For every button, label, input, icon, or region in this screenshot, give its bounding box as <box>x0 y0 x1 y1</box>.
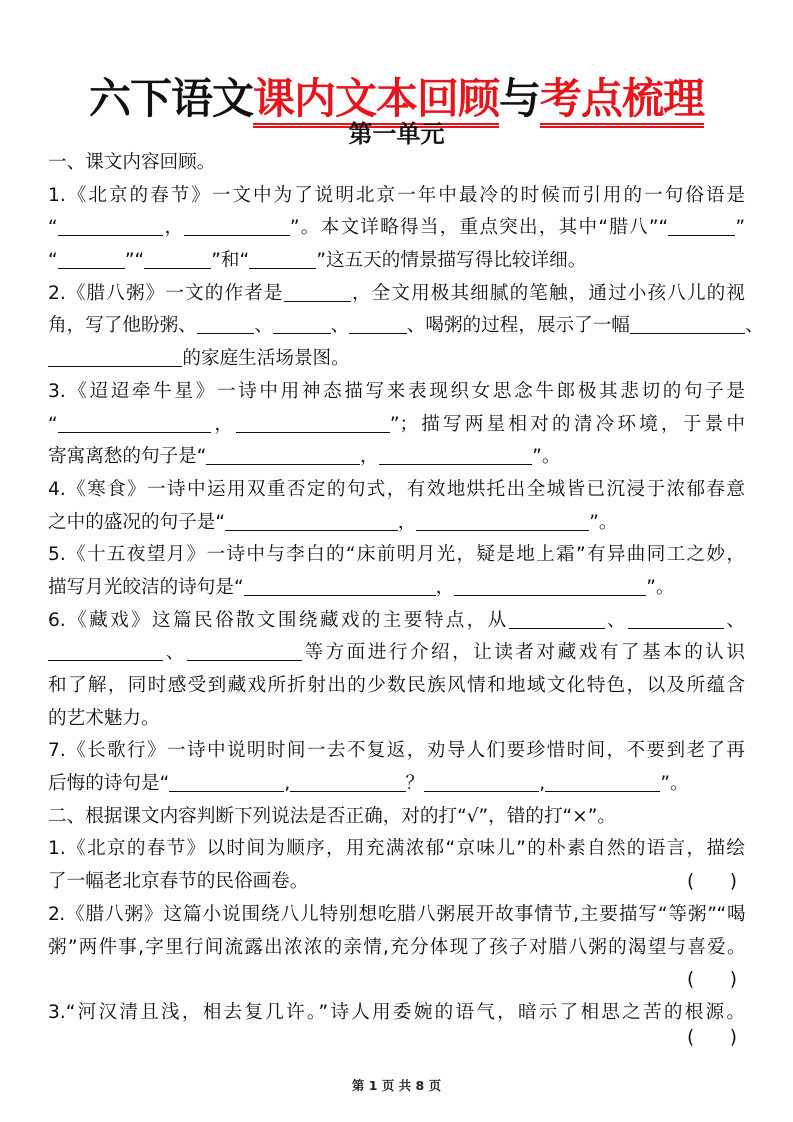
answer-paren[interactable]: ( ) <box>687 1026 737 1048</box>
answer-blank[interactable] <box>349 332 407 334</box>
question-line: 4.《寒食》一诗中运用双重否定的句式，有效地烘托出全城皆已沉浸于浓郁春意 <box>48 478 745 500</box>
question-line <box>48 1022 745 1055</box>
section-heading-1: 一、课文内容回顾。 <box>48 152 216 173</box>
question-line: 寄寓离愁的句子是“ ， ”。 <box>48 446 561 468</box>
question-line: “ ， ”；描写两星相对的清冷环境，于景中 <box>48 413 745 435</box>
answer-blank[interactable] <box>197 332 255 334</box>
question-line: 的家庭生活场景图。 <box>48 343 745 376</box>
answer-paren[interactable]: ( ) <box>687 969 737 991</box>
answer-blank[interactable] <box>509 627 605 629</box>
question-line: 和了解，同时感受到藏戏所折射出的少数民族风情和地域文化特色，以及所蕴含 <box>48 675 745 696</box>
question-line: 后悔的诗句是“ , ？ , ”。 <box>48 773 689 795</box>
question-line: 7.《长歌行》一诗中说明时间一去不复返，劝导人们要珍惜时间，不要到老了再 <box>48 740 745 762</box>
answer-blank[interactable] <box>290 790 405 792</box>
question-line: 1.《北京的春节》一文中为了说明北京一年中最冷的时候而引用的一句俗语是 <box>48 184 745 206</box>
answer-blank[interactable] <box>58 267 125 269</box>
title-red-1: 课内文本回顾 <box>253 74 499 128</box>
answer-blank[interactable] <box>273 332 331 334</box>
answer-blank[interactable] <box>545 790 660 792</box>
answer-blank[interactable] <box>630 332 745 334</box>
answer-blank[interactable] <box>58 431 212 433</box>
title-black-2: 与 <box>499 74 541 123</box>
answer-blank[interactable] <box>187 659 302 661</box>
unit-heading: 第一单元 <box>348 120 445 148</box>
answer-blank[interactable] <box>424 790 539 792</box>
question-line <box>48 964 745 997</box>
question-line: 角，写了他盼粥、 、 、 、喝粥的过程，展示了一幅 、 <box>48 315 764 337</box>
answer-blank[interactable] <box>184 234 290 236</box>
answer-blank[interactable] <box>48 659 163 661</box>
question-line: 粥”两件事,字里行间流露出浓浓的亲情,充分体现了孩子对腊八粥的渴望与喜爱。 <box>48 936 745 958</box>
answer-blank[interactable] <box>169 790 284 792</box>
question-text: 了一幅老北京春节的民俗画卷。 <box>48 871 309 893</box>
question-line: 、 等方面进行介绍，让读者对藏戏有了基本的认识 <box>48 637 745 670</box>
question-line <box>48 866 745 899</box>
answer-blank[interactable] <box>668 234 735 236</box>
question-line: 描写月光皎洁的诗句是“ ， ”。 <box>48 576 675 598</box>
answer-blank[interactable] <box>236 431 390 433</box>
section-heading-2: 二、根据课文内容判断下列说法是否正确，对的打“√”，错的打“×”。 <box>48 805 616 827</box>
page-footer: 第 1 页 共 8 页 <box>351 1078 442 1093</box>
answer-blank[interactable] <box>249 267 316 269</box>
question-line: “ ， ”。本文详略得当，重点突出，其中“腊八”“ ” <box>48 217 745 239</box>
answer-blank[interactable] <box>144 267 211 269</box>
question-line: 之中的盛况的句子是“ ， ”。 <box>48 511 618 533</box>
question-line: 5.《十五夜望月》一诗中与李白的“床前明月光，疑是地上霜”有异曲同工之妙， <box>48 544 745 566</box>
question-line: 6.《藏戏》这篇民俗散文围绕藏戏的主要特点，从 、 、 <box>48 609 745 631</box>
question-line: 3.《迢迢牵牛星》一诗中用神态描写来表现织女思念牛郎极其悲切的句子是 <box>48 380 745 402</box>
question-line: 1.《北京的春节》以时间为顺序，用充满浓郁“京味儿”的朴素自然的语言，描绘 <box>48 838 745 860</box>
question-line: “ ”“ ”和“ ”这五天的情景描写得比较详细。 <box>48 250 587 272</box>
answer-blank[interactable] <box>206 463 360 465</box>
question-line: 2.《腊八粥》一文的作者是 ，全文用极其细腻的笔触，通过小孩八儿的视 <box>48 282 745 304</box>
question-line: 3.“河汉清且浅，相去复几许。”诗人用委婉的语气，暗示了相思之苦的根源。 <box>48 1001 745 1023</box>
answer-paren[interactable]: ( ) <box>687 871 737 893</box>
answer-blank[interactable] <box>284 300 351 302</box>
answer-blank[interactable] <box>628 627 724 629</box>
title-black-1: 六下语文 <box>88 74 253 123</box>
answer-blank[interactable] <box>58 234 164 236</box>
answer-blank[interactable] <box>225 529 398 531</box>
title-red-2: 考点梳理 <box>540 74 704 128</box>
answer-blank[interactable] <box>244 594 436 596</box>
worksheet-body <box>48 147 764 1054</box>
question-line: 2.《腊八粥》这篇小说围绕八儿特别想吃腊八粥展开故事情节,主要描写“等粥”“喝 <box>48 903 745 925</box>
question-line: 的艺术魅力。 <box>48 707 160 729</box>
answer-blank[interactable] <box>48 365 182 367</box>
answer-blank[interactable] <box>454 594 646 596</box>
answer-blank[interactable] <box>379 463 533 465</box>
answer-blank[interactable] <box>416 529 589 531</box>
